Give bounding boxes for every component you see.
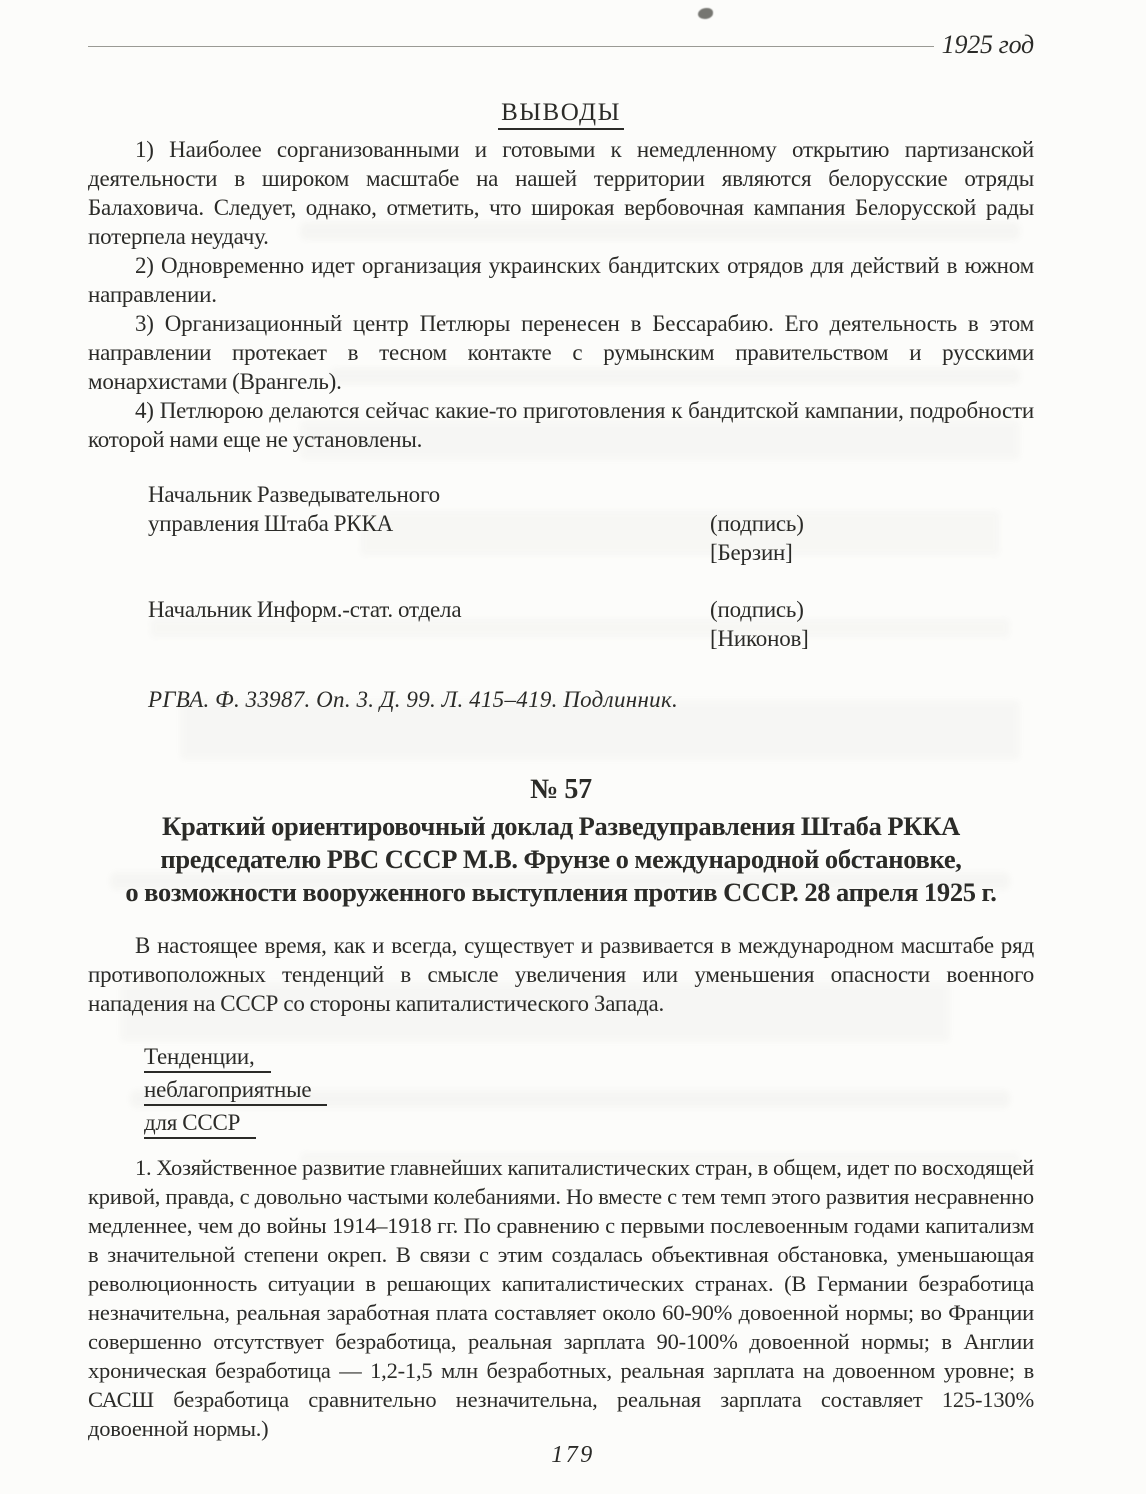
page-header bbox=[88, 30, 1034, 62]
archive-citation: РГВА. Ф. 33987. Оп. 3. Д. 99. Л. 415–419. Подлинник. bbox=[148, 687, 679, 712]
side-heading bbox=[144, 1040, 1034, 1139]
document-title-line-2: председателю РВС СССР М.В. Фрунзе о международной обстановке, bbox=[160, 844, 962, 874]
signature-row-2 bbox=[148, 595, 1034, 653]
conclusions-heading: ВЫВОДЫ bbox=[498, 98, 624, 130]
signatory-2-title bbox=[148, 595, 710, 653]
page-footer bbox=[0, 1440, 1146, 1470]
signatory-1-title-line-2: управления Штаба РККА bbox=[148, 511, 393, 536]
conclusions-paragraph-3: 3) Организационный центр Петлюры перенесен в Бессарабию. Его деятельность в этом направлении протекает в тесном контакте с румынским правительством и русскими монархистами (Врангель). bbox=[88, 311, 1034, 394]
conclusions-section bbox=[88, 98, 1034, 714]
signature-block bbox=[148, 480, 1034, 653]
conclusions-paragraph-1: 1) Наиболее сорганизованными и готовыми к немедленному открытию партизанской деятельности в широком масштабе на нашей территории являются белорусские отряды Балаховича. Следует, однако, отметить, что широкая вербовочная кампания Белорусской рады потерпела неудачу. bbox=[88, 137, 1034, 249]
intro-paragraph: В настоящее время, как и всегда, существует и развивается в международном масштабе ряд противоположных тенденций в смысле увеличения или уменьшения опасности военного нападения на СССР со стороны капиталистического Запада. bbox=[88, 933, 1034, 1016]
document-title-line-3: о возможности вооруженного выступления против СССР. 28 апреля 1925 г. bbox=[125, 877, 997, 907]
side-heading-row-2 bbox=[144, 1073, 1034, 1106]
signatory-2-name: [Никонов] bbox=[710, 626, 809, 651]
side-heading-row-1 bbox=[144, 1040, 1034, 1073]
document-number: № 57 bbox=[530, 774, 592, 805]
side-heading-row-3 bbox=[144, 1106, 1034, 1139]
conclusions-heading-row bbox=[88, 98, 1034, 130]
signature-row-1 bbox=[148, 480, 1034, 567]
header-rule bbox=[88, 46, 934, 47]
document-title bbox=[88, 810, 1034, 909]
body-paragraph-1: 1. Хозяйственное развитие главнейших капиталистических стран, в общем, идет по восходящей кривой, правда, с довольно частыми колебаниями. Но вместе с тем темп этого развития несравненно медленнее, чем до войны 1914–1918 гг. По сравнению с первыми послевоенным годами капитализм в значительной степени окреп. В связи с этим создалась объективная обстановка, уменьшающая революционность ситуации в решающих капиталистических странах. (В Германии безработица незначительна, реальная заработная плата составляет около 60-90% довоенной нормы; во Франции совершенно отсутствует безработица, реальная зарплата 90-100% довоенной нормы; в Англии хроническая безработица — 1,2-1,5 млн безработных, реальная зарплата на довоенном уровне; в САСШ безработица сравнительно незначительна, реальная зарплата составляет 125-130% довоенной нормы.) bbox=[88, 1155, 1034, 1441]
side-heading-line-3: для СССР bbox=[144, 1110, 256, 1139]
signatory-1-title bbox=[148, 480, 710, 567]
conclusions-paragraph-2: 2) Одновременно идет организация украинских бандитских отрядов для действий в южном направлении. bbox=[88, 253, 1034, 307]
signatory-2-signature-column bbox=[710, 595, 809, 653]
document-57-section bbox=[88, 774, 1034, 1443]
signatory-2-title-line-1: Начальник Информ.-стат. отдела bbox=[148, 597, 462, 622]
page-number: 179 bbox=[551, 1442, 595, 1468]
header-year-label: 1925 год bbox=[941, 30, 1034, 59]
side-heading-line-2: неблагоприятные bbox=[144, 1077, 327, 1106]
document-title-line-1: Краткий ориентировочный доклад Разведуправления Штаба РККА bbox=[162, 811, 960, 841]
signatory-1-signature-placeholder: (подпись) bbox=[710, 511, 804, 536]
signatory-1-name: [Берзин] bbox=[710, 540, 793, 565]
signatory-1-title-line-1: Начальник Разведывательного bbox=[148, 482, 440, 507]
side-heading-line-1: Тенденции, bbox=[144, 1044, 271, 1073]
scan-speck bbox=[698, 8, 713, 19]
signatory-1-signature-column bbox=[710, 509, 804, 567]
signatory-2-signature-placeholder: (подпись) bbox=[710, 597, 804, 622]
conclusions-paragraph-4: 4) Петлюрою делаются сейчас какие-то приготовления к бандитской кампании, подробности которой нами еще не установлены. bbox=[88, 398, 1034, 452]
